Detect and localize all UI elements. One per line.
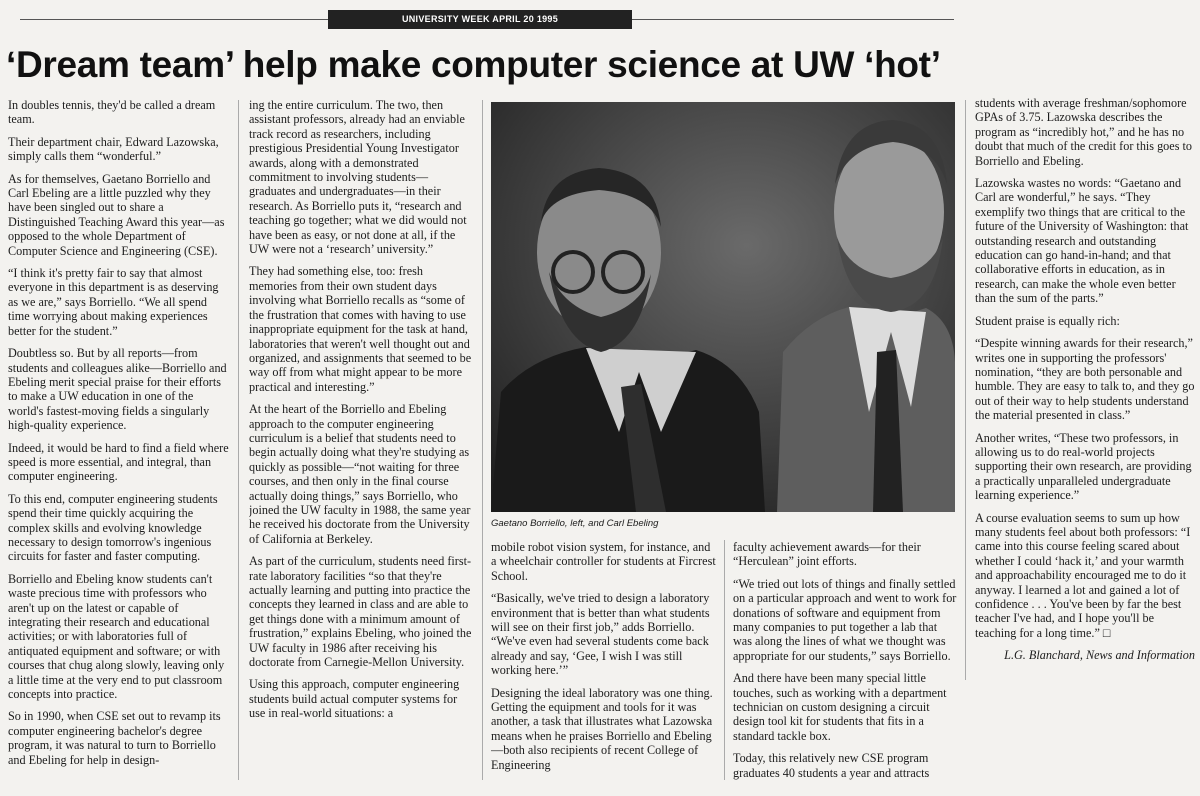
paragraph: Another writes, “These two professors, in allowing us to do real-world projects supporting their own research, are providing a practically unparalleled undergraduate learning experience.”	[975, 430, 1192, 503]
paragraph: ing the entire curriculum. The two, then assistant professors, already had an enviable track record as researchers, including prestigious Presidential Young Investigator awards, along with a demonstrated commitment to involving students—graduates and undergraduates—in their research. As Borriello puts it, “research and teaching go together; what we did would not have been as easy, or not done at all, if the UW were not a ‘research’ university.”	[249, 98, 467, 257]
paragraph: students with average freshman/sophomore GPAs of 3.75. Lazowska describes the program as “incredibly hot,” and he has no doubt that much of the credit for this goes to Borriello and Ebeling.	[975, 96, 1192, 168]
portrait-photo	[491, 102, 955, 512]
masthead: UNIVERSITY WEEK APRIL 20 1995	[328, 10, 632, 29]
article-column-1	[8, 98, 230, 788]
paragraph: Their department chair, Edward Lazowska, simply calls them “wonderful.”	[8, 134, 219, 164]
paragraph: They had something else, too: fresh memories from their own student days involving what Borriello recalls as “some of the frustration that comes with having to use inappropriate equipment for the task at hand, laboratories that weren't well thought out and organized, and assignments that seemed to be way off from what might appear to be more practical and interesting.”	[249, 264, 472, 394]
photo-caption: Gaetano Borriello, left, and Carl Ebeling	[491, 518, 659, 529]
paragraph: Doubtless so. But by all reports—from students and colleagues alike—Borriello and Ebeling merit special praise for their efforts to make a UW education in one of the world's fastest-moving fields a singularly high-quality experience.	[8, 346, 227, 433]
column-divider	[724, 540, 725, 780]
byline: L.G. Blanchard, News and Information	[1004, 648, 1195, 663]
paragraph: Indeed, it would be hard to find a field where speed is more essential, and integral, than computer engineering.	[8, 440, 229, 484]
top-rule-right	[632, 19, 954, 20]
paragraph: Student praise is equally rich:	[975, 313, 1120, 328]
paragraph: mobile robot vision system, for instance, and a wheelchair controller for students at Fircrest School.	[491, 540, 716, 583]
paragraph: At the heart of the Borriello and Ebeling approach to the computer engineering curriculum is a belief that students need to begin actually doing what they're studying as quickly as possible—“not waiting for three courses, and then only in the final course actually doing things,” says Borriello, who joined the UW faculty in 1988, the same year he received his doctorate from the University of California at Berkeley.	[249, 402, 471, 546]
paragraph: A course evaluation seems to sum up how many students feel about both professors: “I came into this course feeling scared about whether I could ‘hack it,’ and your warmth and approachability encouraged me to do it anyway. I learned a lot and gained a lot of confidence . . . You've been by far the best teacher I've had, and I hope you'll be teaching for a long time.” □	[975, 510, 1191, 640]
paragraph: Today, this relatively new CSE program graduates 40 students a year and attracts	[733, 751, 930, 780]
paragraph: Using this approach, computer engineering students build actual computer systems for use in real-world situations: a	[249, 677, 460, 721]
column-divider	[965, 100, 966, 680]
paragraph: As for themselves, Gaetano Borriello and Carl Ebeling are a little puzzled why they have been singled out to share a Distinguished Teaching Award this year—as opposed to the whole Department of Computer Science and Engineering (CSE).	[8, 171, 225, 258]
paragraph: faculty achievement awards—for their “Herculean” joint efforts.	[733, 540, 921, 569]
article-column-5	[975, 96, 1195, 688]
paragraph: As part of the curriculum, students need first-rate laboratory facilities “so that they're actually learning and putting into practice the concepts they learned in class and are able to get things done with a minimum amount of frustration,” explains Ebeling, who joined the UW faculty in 1986 after receiving his doctorate from Carnegie-Mellon University.	[249, 554, 472, 670]
paragraph: Lazowska wastes no words: “Gaetano and Carl are wonderful,” he says. “They exemplify two things that are critical to the future of the University of Washington: that outstanding research and outstanding education can go hand-in-hand; and that collaborative efforts in education, as in research, can make the whole even better than the sum of the parts.”	[975, 176, 1189, 306]
paragraph: Borriello and Ebeling know students can't waste precious time with professors who aren't up on the latest or capable of integrating their research and educational activities; or with laboratories full of antiquated equipment and software; or with courses that chug along slowly, leaving only a little time at the very end to put classroom concepts into practice.	[8, 571, 225, 702]
paragraph: Designing the ideal laboratory was one thing. Getting the equipment and tools for it was another, a task that illustrates what Lazowska means when he praises Borriello and Ebeling—both also recipients of recent College of Engineering	[491, 685, 713, 772]
paragraph: “I think it's pretty fair to say that almost everyone in this department is as deserving as we are,” says Borriello. “We all spend time worrying about making experiences better for the student.”	[8, 266, 219, 338]
top-rule-left	[20, 19, 328, 20]
paragraph: To this end, computer engineering students spend their time quickly acquiring the complex skills and evolving knowledge necessary to design tomorrow's ingenious circuits for faster and faster computing.	[8, 491, 218, 564]
paragraph: “Basically, we've tried to design a laboratory environment that is better than what students will see on their first job,” adds Borriello. “We've even had several students come back already and say, ‘Gee, I wish I was still working here.’”	[491, 591, 710, 678]
column-divider	[482, 100, 483, 780]
column-divider	[238, 100, 239, 780]
article-column-4	[733, 540, 958, 788]
headline: ‘Dream team’ help make computer science at UW ‘hot’	[6, 44, 941, 85]
paragraph: So in 1990, when CSE set out to revamp its computer engineering bachelor's degree program, it was natural to turn to Borriello and Ebeling for help in design-	[8, 709, 221, 767]
photo-borriello-ebeling	[491, 102, 955, 512]
article-column-3	[491, 540, 716, 788]
paragraph: “Despite winning awards for their research,” writes one in supporting the professors' nomination, “they are both personable and humble. They are easy to talk to, and they go out of their way to help students understand the material presented in class.”	[975, 336, 1195, 423]
paragraph: And there have been many special little touches, such as working with a department technician on custom designing a circuit design tool kit for students that fits in a standard tackle box.	[733, 671, 947, 743]
article-column-2	[249, 98, 473, 788]
paragraph: “We tried out lots of things and finally settled on a particular approach and went to work for donations of software and equipment from many companies to put together a lab that was along the lines of what we thought was appropriate for our students,” says Borriello.	[733, 576, 957, 663]
paragraph: In doubles tennis, they'd be called a dream team.	[8, 98, 216, 127]
